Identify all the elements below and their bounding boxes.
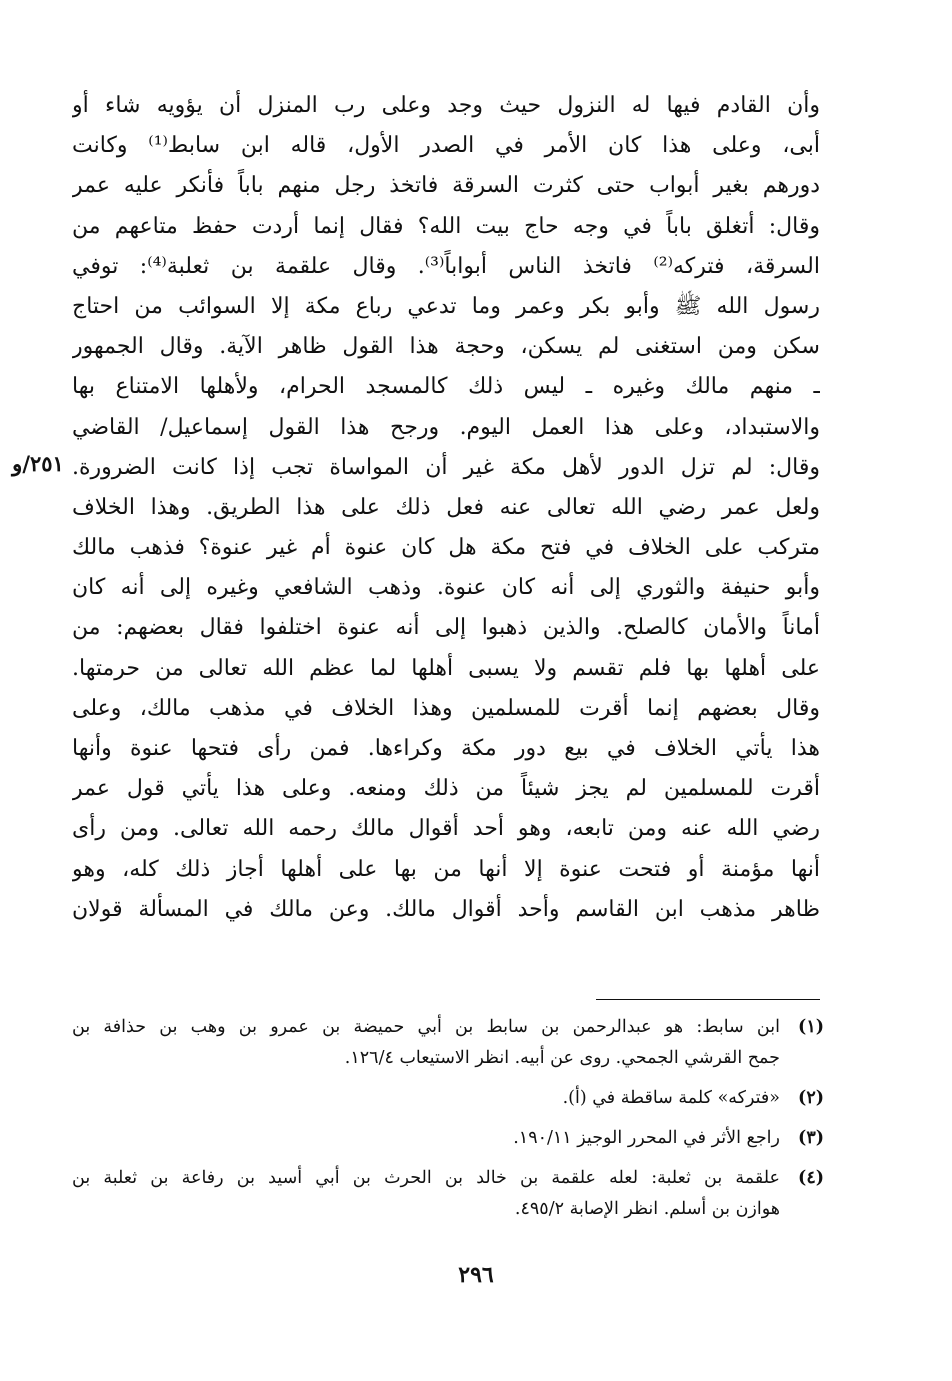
text-line: وقال بعضهم إنما أقرت للمسلمين وهذا الخلاف في مذهب مالك، وعلى — [72, 695, 820, 721]
text-line: رسول الله ﷺ وأبو بكر وعمر وما تدعي رباع مكة إلا السوائب من احتاج — [72, 293, 820, 319]
text-line: وأبو حنيفة والثوري إلى أنه كان عنوة. وذهب الشافعي وغيره إلى أنه كان — [72, 575, 820, 601]
text-line: ظاهر مذهب ابن القاسم وأحد أقوال مالك. وعن مالك في المسألة قولان — [72, 896, 820, 922]
text-line: السرقة، فتركه⁽²⁾ فاتخذ الناس أبواباً⁽³⁾. وقال علقمة بن ثعلبة⁽⁴⁾: توفي — [72, 253, 820, 279]
text-line: رضي الله عنه ومن تابعه، وهو أحد أقوال مالك رحمه الله تعالى. ومن رأى — [72, 816, 820, 842]
text-line: وأن القادم فيها له النزول حيث وجد وعلى رب المنزل أن يؤويه شاء أو — [72, 93, 820, 118]
text-line: أماناً والأمان كالصلح. والذين ذهبوا إلى أنه عنوة اختلفوا فقال بعضهم: من — [72, 615, 820, 641]
footnote — [72, 1163, 824, 1225]
text-line: ـ منهم مالك وغيره ـ ليس ذلك كالمسجد الحرام، ولأهلها الامتناع بها — [72, 374, 820, 400]
text-line: متركب على الخلاف في فتح مكة هل كان عنوة أم غير عنوة؟ فذهب مالك — [72, 535, 820, 561]
footnote-line: ابن سابط: هو عبدالرحمن بن سابط بن أبي حميضة بن عمرو بن وهب بن حذافة بن — [72, 1017, 780, 1037]
footnote-line: راجع الأثر في المحرر الوجيز ١٩٠/١١. — [513, 1128, 780, 1148]
footnote-line: جمح القرشي الجمحي. روى عن أبيه. انظر الاستيعاب ١٢٦/٤. — [344, 1048, 780, 1068]
footnote — [72, 1123, 824, 1154]
manuscript-folio-note: ٢٥١/و — [12, 451, 64, 476]
text-line: هذا يأتي الخلاف في بيع دور مكة وكراءها. فمن رأى فتحها عنوة وأنها — [72, 736, 820, 761]
footnote-text — [72, 1163, 780, 1225]
footnotes — [72, 1012, 824, 1234]
text-line: وقال: أتغلق باباً في وجه حاج بيت الله؟ فقال إنما أردت حفظ متاعهم من — [72, 213, 820, 239]
footnote-text — [72, 1012, 780, 1074]
main-text-block — [72, 86, 820, 930]
page-number: ٢٩٦ — [458, 1262, 494, 1288]
footnote-separator — [596, 999, 820, 1000]
text-line: سكن ومن استغنى لم يسكن، وحجة هذا القول ظاهر الآية. وقال الجمهور — [72, 334, 820, 360]
text-line: أبى، وعلى هذا كان الأمر في الصدر الأول، قاله ابن سابط⁽¹⁾ وكانت — [72, 133, 820, 159]
footnote-number: (٢) — [798, 1088, 824, 1108]
text-line: ولعل عمر رضي الله تعالى عنه فعل ذلك على هذا الطريق. وهذا الخلاف — [72, 494, 820, 520]
footnote-line: هوازن بن أسلم. انظر الإصابة ٤٩٥/٢. — [514, 1199, 780, 1219]
footnote — [72, 1083, 824, 1114]
footnote-text — [72, 1083, 780, 1114]
footnote-number: (١) — [798, 1017, 824, 1037]
text-line: أنها مؤمنة أو فتحت عنوة إلا أنها من بها على أهلها أجاز ذلك كله، وهو — [72, 856, 820, 882]
footnote-number: (٣) — [798, 1128, 824, 1148]
text-line: وقال: لم تزل الدور لأهل مكة غير أن المواساة تجب إذا كانت الضرورة. — [72, 454, 820, 480]
footnote-text — [72, 1123, 780, 1154]
text-line: والاستبداد، وعلى هذا العمل اليوم. ورجح هذا القول إسماعيل/ القاضي — [72, 414, 820, 440]
text-line: دورهم بغير أبواب حتى كثرت السرقة فاتخذ رجل منهم باباً فأنكر عليه عمر — [72, 173, 820, 199]
footnote-number: (٤) — [798, 1168, 824, 1188]
text-line: على أهلها بها فلم تقسم ولا يسبى أهلها لما عظم الله تعالى من حرمتها. — [72, 655, 820, 681]
footnote — [72, 1012, 824, 1074]
footnote-line: «فتركه» كلمة ساقطة في (أ). — [562, 1088, 780, 1108]
footnote-line: علقمة بن ثعلبة: لعله علقمة بن خالد بن الحرث بن أبي أسيد بن رفاعة بن ثعلبة بن — [72, 1168, 780, 1188]
text-line: أقرت للمسلمين لم يجز شيئاً من ذلك ومنعه. وعلى هذا يأتي قول عمر — [72, 776, 820, 802]
